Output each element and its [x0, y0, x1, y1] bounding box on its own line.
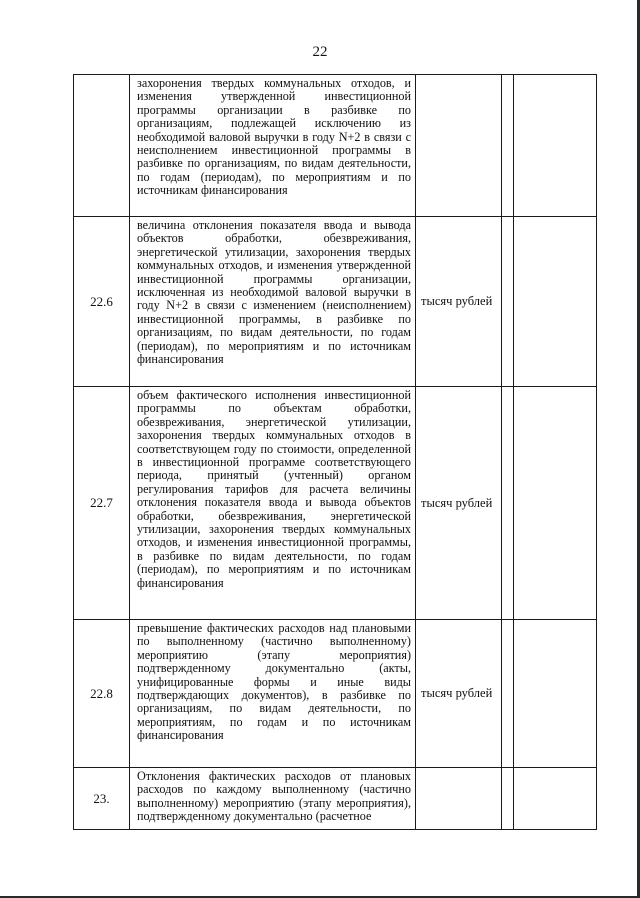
- row-description: объем фактического исполнения инвестиционной программы по объектам обработки, обезвреживания, энергетической утилизации, захоронения твердых коммунальных отходов в соответствующем году по стоимости, определенной в инвестиционной программе соответствующего периода, принятый (учтенный) органом регулирования тарифов для расчета величины отклонения показателя ввода и вывода объектов обработки, обезвреживания, энергетической утилизации, захоронения твердых коммунальных отходов, и изменения инвестиционной программы, в разбивке по видам деятельности, по годам (периодам), по мероприятиям и по источникам финансирования: [130, 387, 416, 620]
- row-description: превышение фактических расходов над плановыми по выполненному (частично выполненному) мероприятию (этапу мероприятия) подтвержденному документально (акты, унифицированные формы и иные виды подтверждающих документов), в разбивке по организациям, по видам деятельности, по мероприятиям, по годам и по источникам финансирования: [130, 620, 416, 768]
- empty-cell: [502, 620, 514, 768]
- indicator-table: [73, 74, 597, 830]
- row-description: Отклонения фактических расходов от плановых расходов по каждому выполненному (частично выполненному) мероприятию (этапу мероприятия), подтвержденному документально (расчетное: [130, 768, 416, 830]
- table-row: [74, 387, 597, 620]
- empty-cell: [514, 620, 597, 768]
- row-number: 22.6: [74, 217, 130, 387]
- empty-cell: [514, 768, 597, 830]
- row-number: 22.7: [74, 387, 130, 620]
- row-description: захоронения твердых коммунальных отходов, и изменения утвержденной инвестиционной программы организации в разбивке по организациям, подлежащей исключению из необходимой валовой выручки в году N+2 в связи с неисполнением инвестиционной программы в разбивке по организациям, по видам деятельности, по годам (периодам), по мероприятиям и по источникам финансирования: [130, 75, 416, 217]
- row-description: величина отклонения показателя ввода и вывода объектов обработки, обезвреживания, энергетической утилизации, захоронения твердых коммунальных отходов, и изменения утвержденной инвестиционной программы организации, исключенная из необходимой валовой выручки в году N+2 в связи с изменением (неисполнением) инвестиционной программы, в разбивке по организациям, по видам деятельности, по годам (периодам), по мероприятиям и по источникам финансирования: [130, 217, 416, 387]
- empty-cell: [502, 387, 514, 620]
- table-row: [74, 217, 597, 387]
- empty-cell: [502, 217, 514, 387]
- empty-cell: [502, 768, 514, 830]
- row-number: [74, 75, 130, 217]
- row-unit: [416, 75, 502, 217]
- row-unit: тысяч рублей: [416, 217, 502, 387]
- table-row: [74, 75, 597, 217]
- row-unit: [416, 768, 502, 830]
- empty-cell: [514, 75, 597, 217]
- page-number: 22: [312, 44, 328, 60]
- row-number: 22.8: [74, 620, 130, 768]
- table-row: [74, 620, 597, 768]
- empty-cell: [502, 75, 514, 217]
- row-unit: тысяч рублей: [416, 387, 502, 620]
- row-unit: тысяч рублей: [416, 620, 502, 768]
- row-number: 23.: [74, 768, 130, 830]
- empty-cell: [514, 217, 597, 387]
- table-row: [74, 768, 597, 830]
- empty-cell: [514, 387, 597, 620]
